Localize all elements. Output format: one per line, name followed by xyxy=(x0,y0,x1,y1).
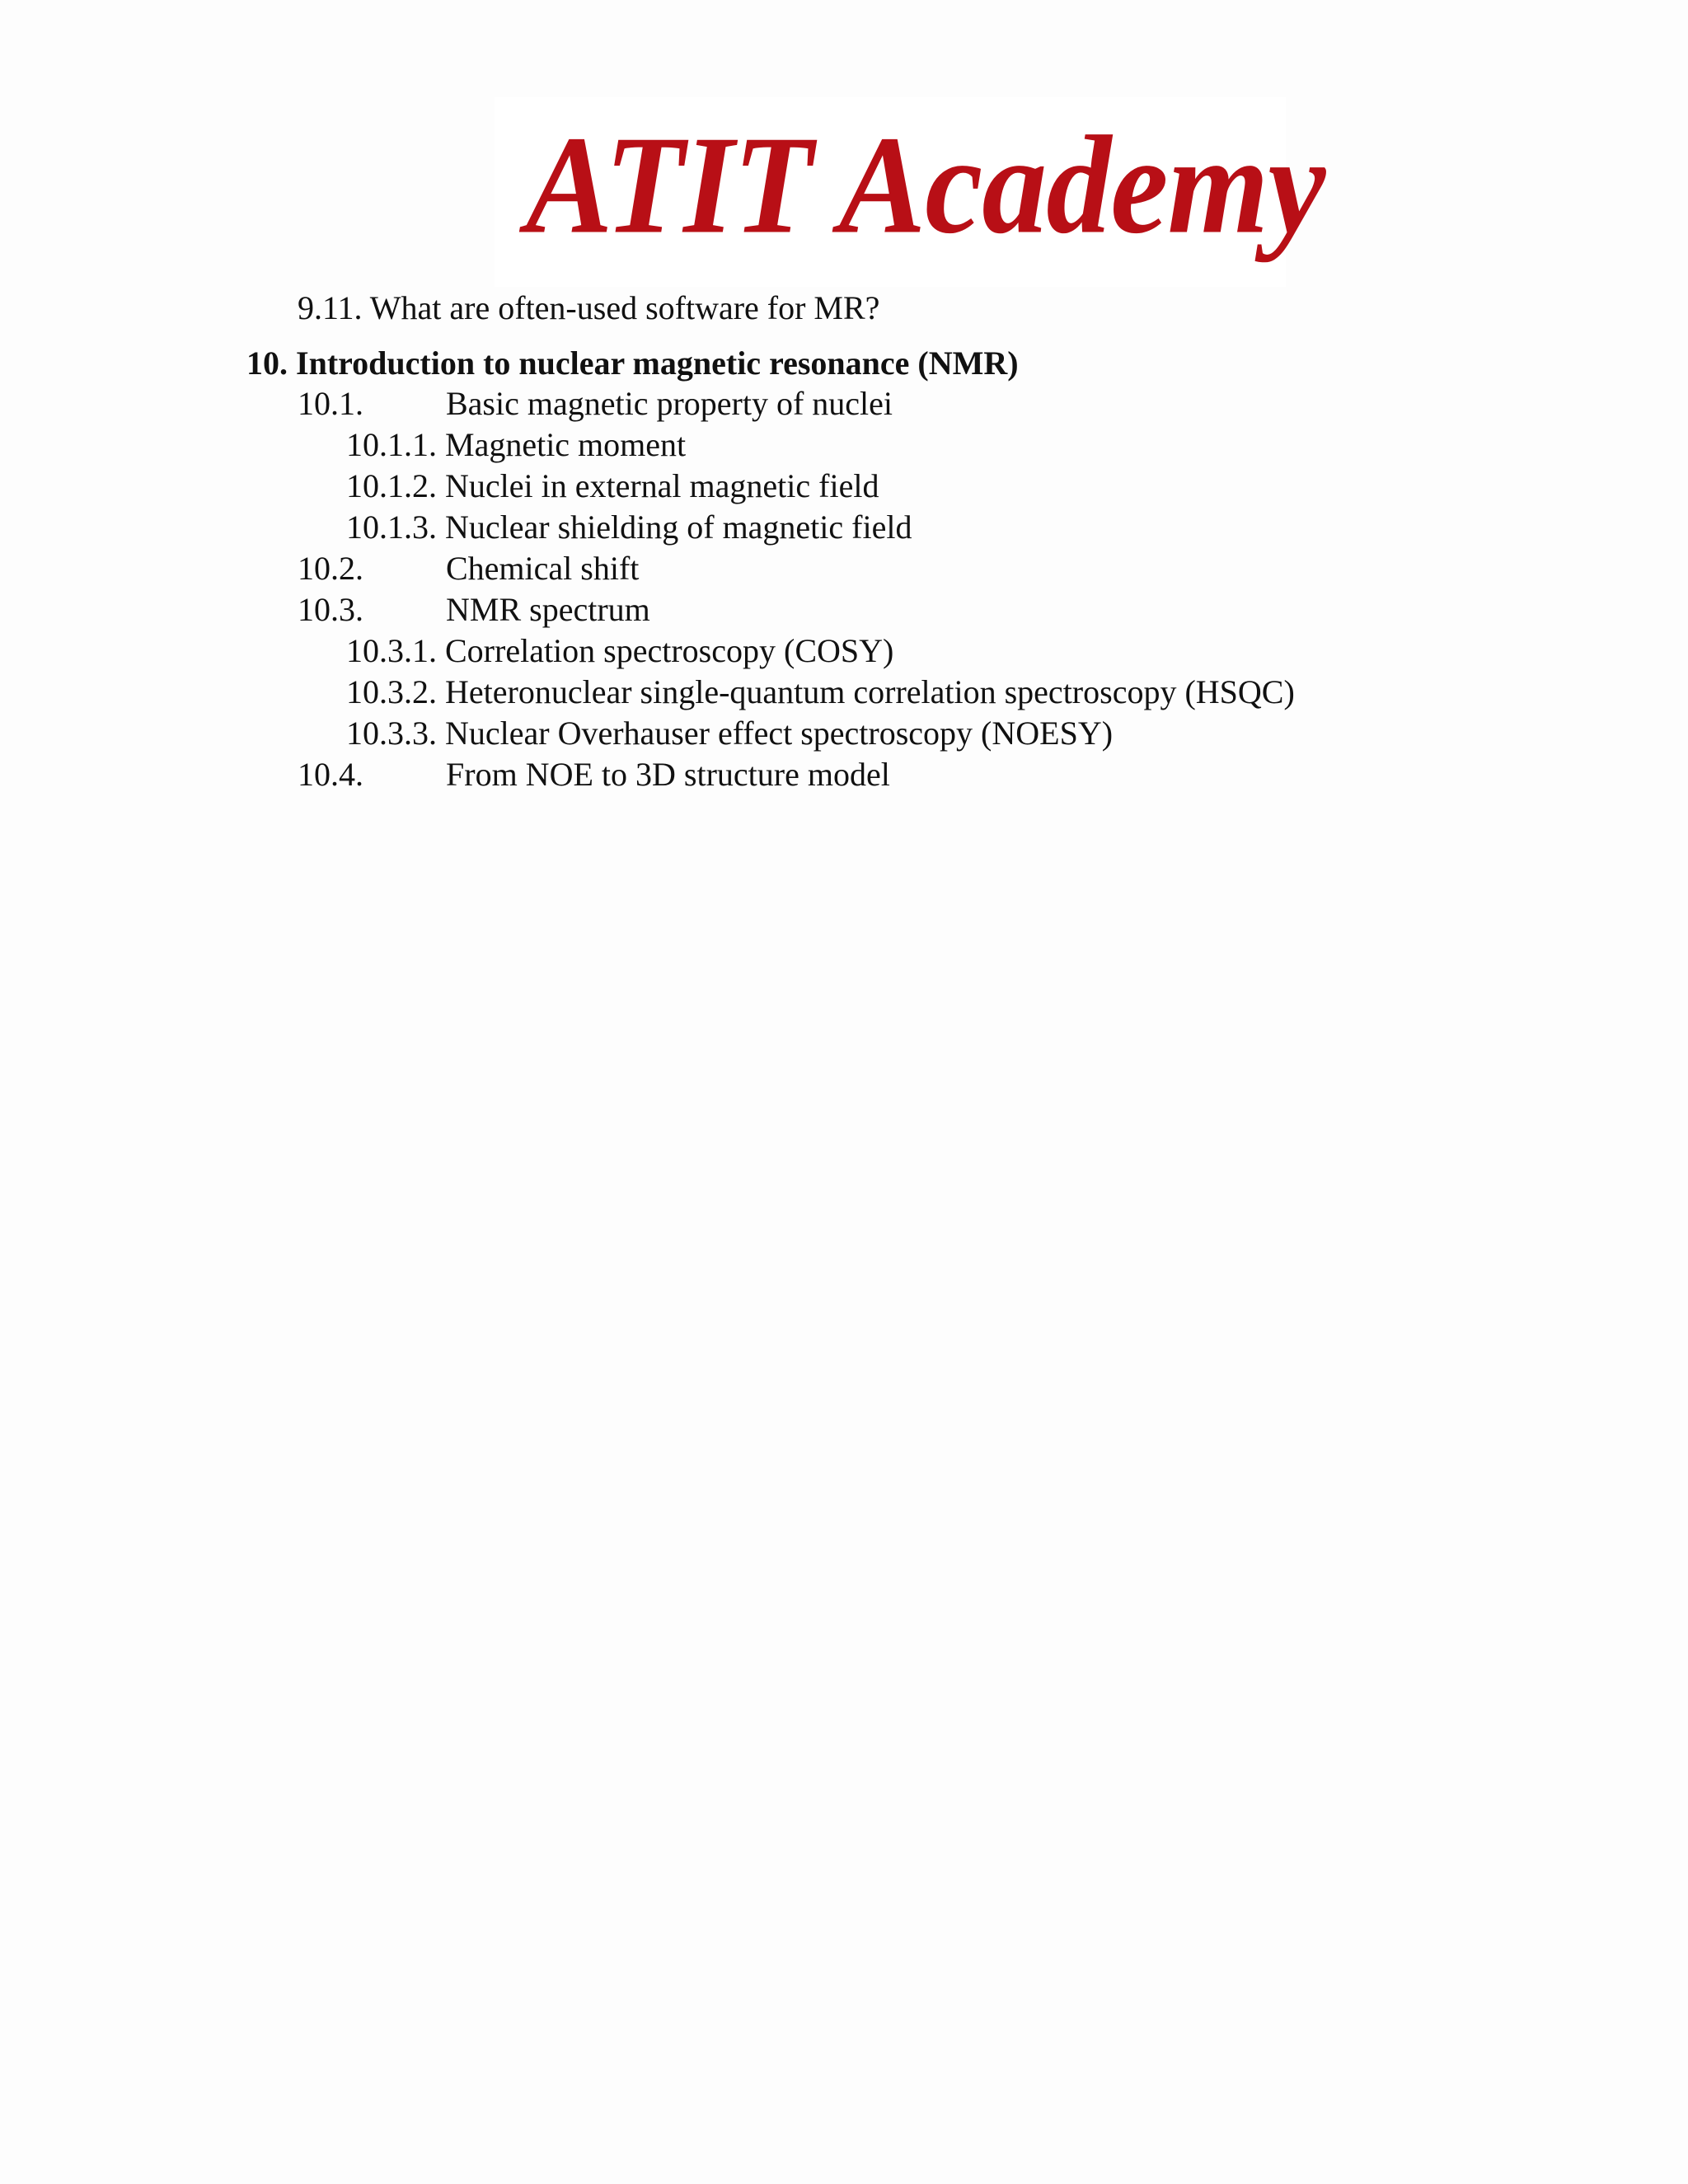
toc-item-10-2 xyxy=(298,552,1369,588)
toc-item-10-3-1 xyxy=(346,632,894,669)
toc-item-number: 10.1.3. xyxy=(346,509,437,546)
toc-item-label: Heteronuclear single-quantum correlation spectroscopy (HSQC) xyxy=(445,673,1295,710)
toc-item-10-1-2 xyxy=(346,467,879,504)
toc-item-label: Basic magnetic property of nuclei xyxy=(446,385,893,422)
toc-item-label: Correlation spectroscopy (COSY) xyxy=(445,632,894,669)
toc-item-10-3 xyxy=(298,593,1369,630)
toc-item-label: Nuclear Overhauser effect spectroscopy (NOESY) xyxy=(445,715,1114,752)
logo-text: ATIT Academy xyxy=(526,107,1325,264)
toc-item-10-1 xyxy=(298,387,1369,424)
toc-section-label: Introduction to nuclear magnetic resonance (NMR) xyxy=(296,344,1019,382)
toc-item-label: Nuclei in external magnetic field xyxy=(445,467,879,504)
toc-item-10-1-3 xyxy=(346,511,912,544)
toc-item-9-11 xyxy=(298,289,880,326)
toc-item-number: 10.3.3. xyxy=(346,715,437,752)
toc-section-10-heading xyxy=(246,344,1019,382)
toc-item-number: 10.4. xyxy=(298,756,363,793)
toc-item-number: 10.1.2. xyxy=(346,467,437,504)
toc-section-number: 10. xyxy=(246,344,288,382)
toc-item-label: NMR spectrum xyxy=(446,591,650,628)
toc-item-number: 10.3.2. xyxy=(346,673,437,710)
toc-item-number: 10.1.1. xyxy=(346,426,437,463)
toc-item-number: 10.3. xyxy=(298,591,363,628)
atit-academy-logo xyxy=(495,97,1325,287)
toc-item-number: 10.1. xyxy=(298,385,363,422)
toc-item-10-4 xyxy=(298,758,1369,794)
toc-item-label: Nuclear shielding of magnetic field xyxy=(445,509,912,546)
toc-item-10-1-1 xyxy=(346,426,687,463)
toc-item-number: 10.2. xyxy=(298,550,363,587)
toc-item-label: From NOE to 3D structure model xyxy=(446,756,890,793)
toc-item-number: 9.11. xyxy=(298,289,363,326)
toc-item-label: What are often-used software for MR? xyxy=(369,289,880,326)
toc-item-10-3-3 xyxy=(346,717,1113,750)
toc-item-label: Magnetic moment xyxy=(445,426,687,463)
toc-item-label: Chemical shift xyxy=(446,550,640,587)
toc-item-10-3-2 xyxy=(346,673,1295,710)
toc-item-number: 10.3.1. xyxy=(346,632,437,669)
